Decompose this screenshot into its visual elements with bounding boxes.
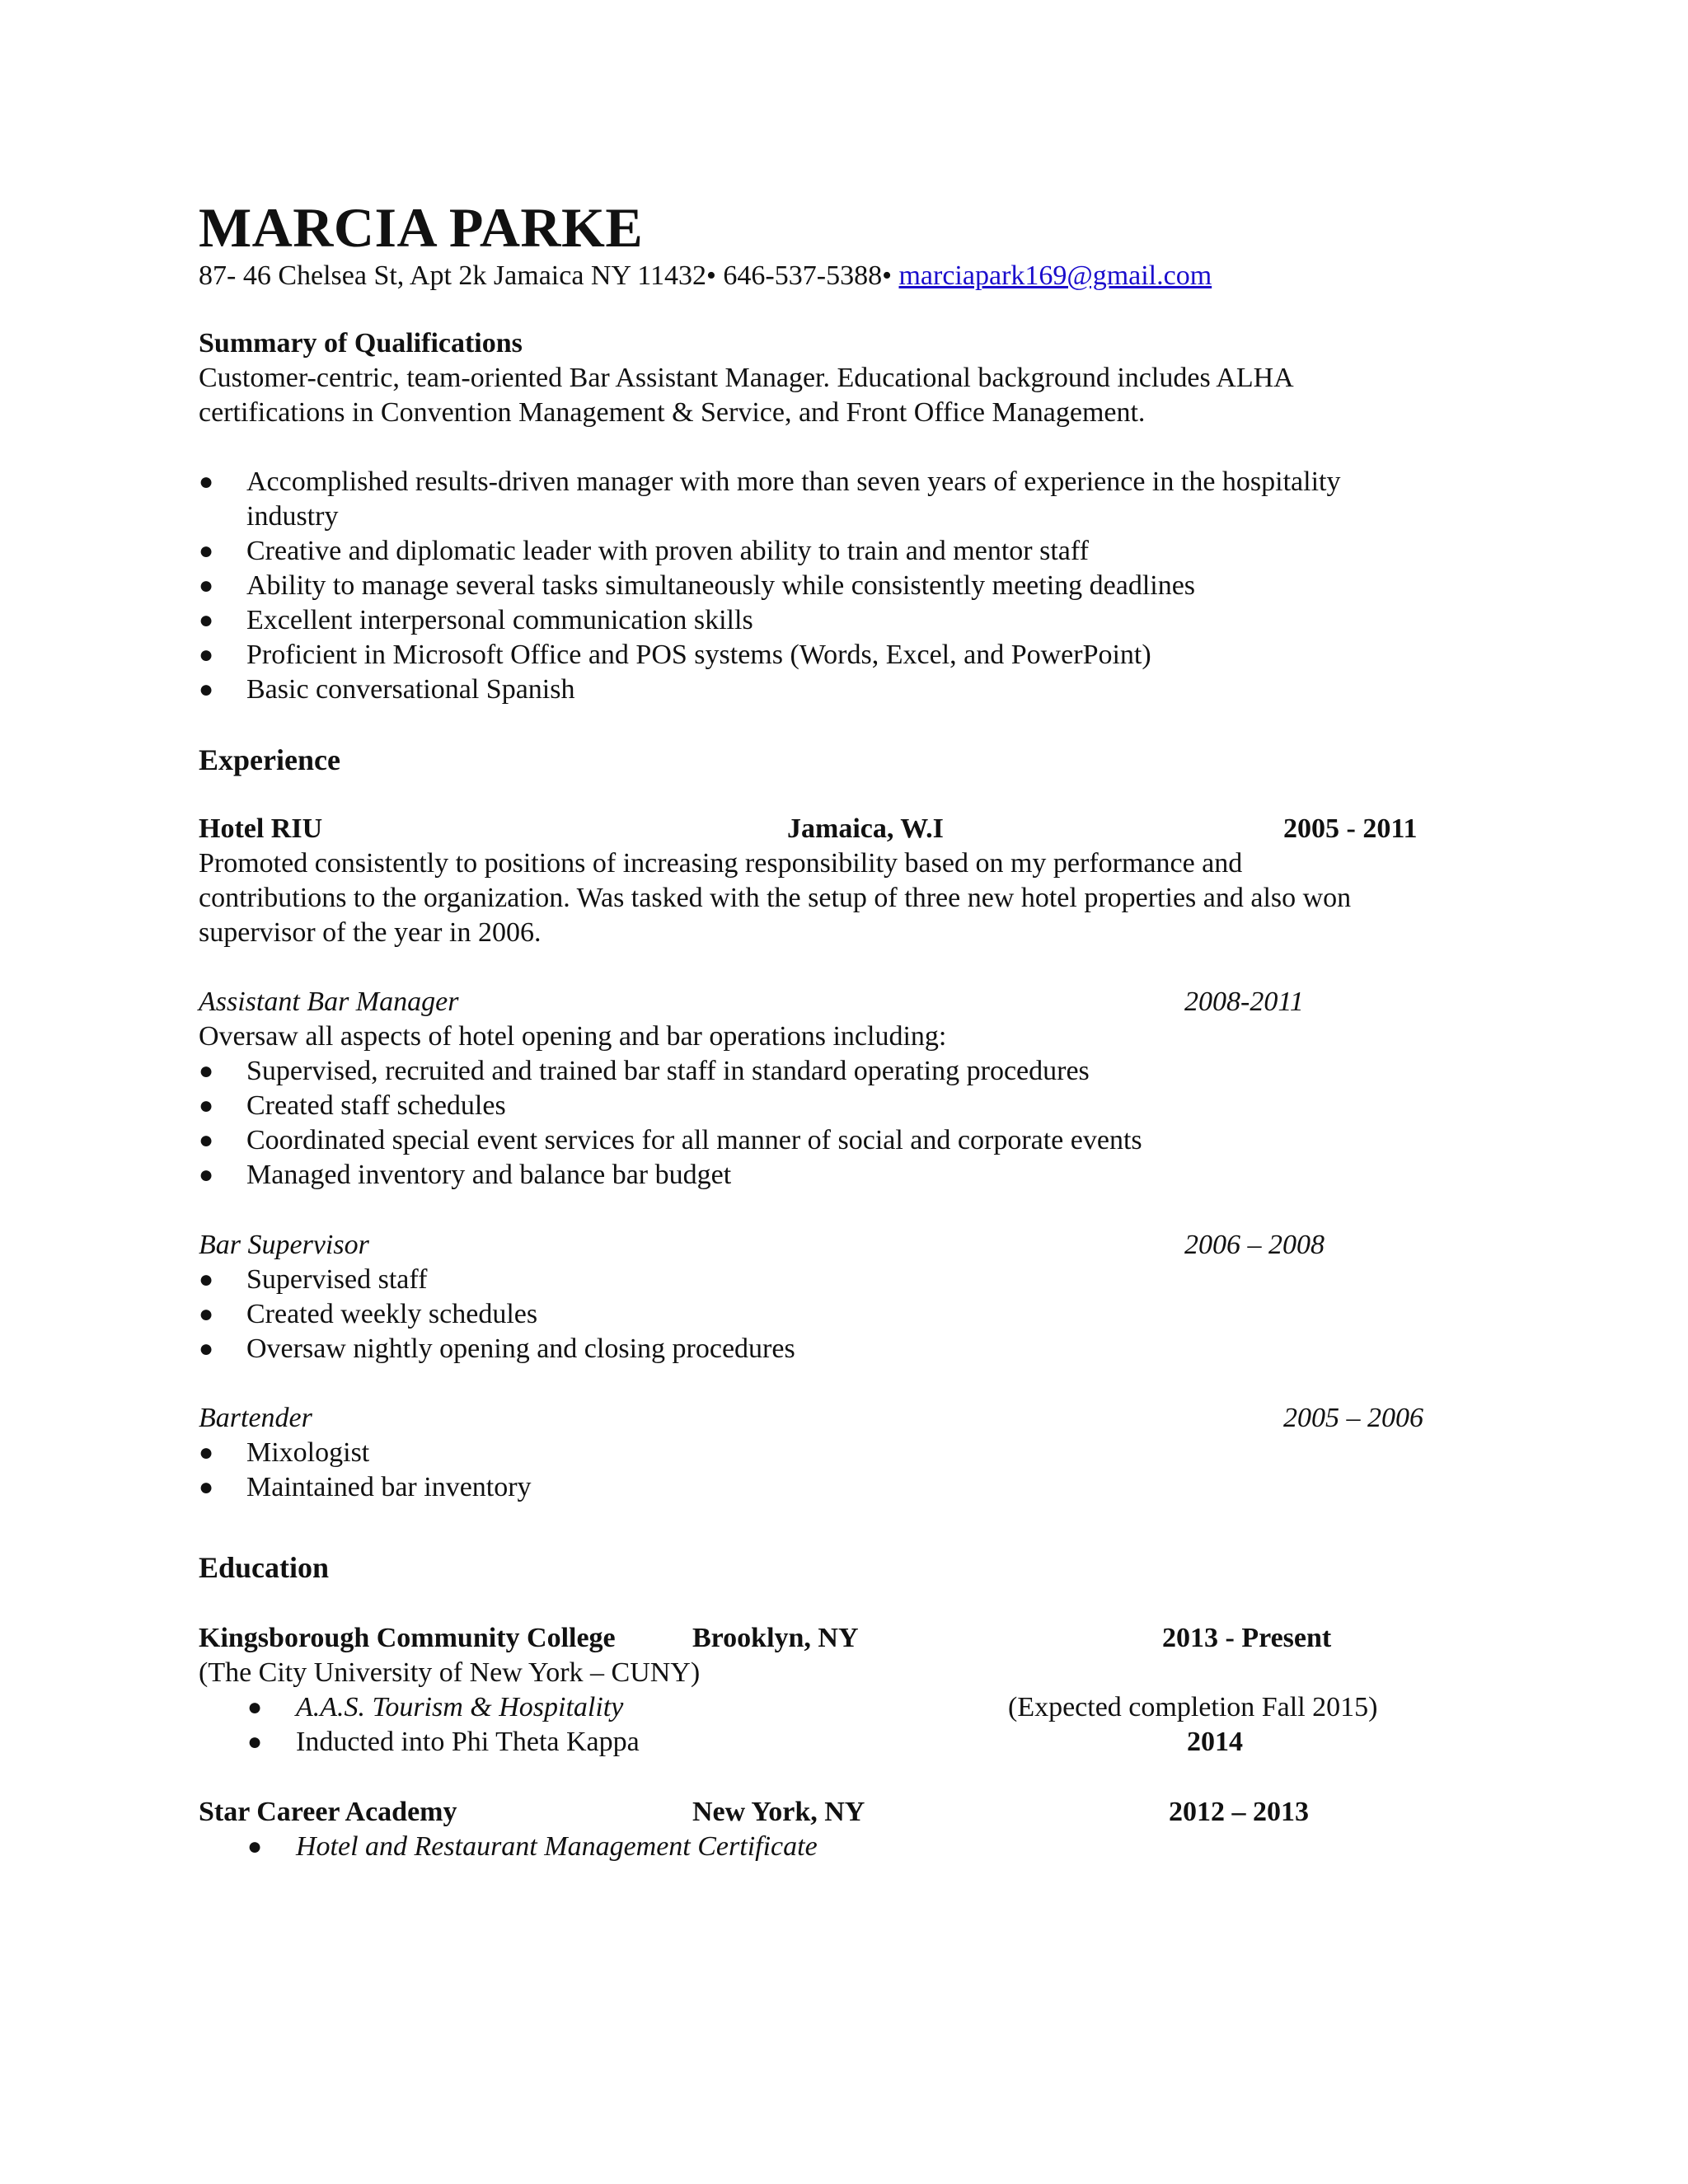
role-dates: 2005 – 2006 [1283,1403,1423,1433]
bullet-marker: ● [199,1161,214,1188]
list-item: Accomplished results-driven manager with more than seven years of experience in the hospitality [246,466,1341,497]
list-item: Supervised staff [246,1264,428,1295]
separator: • [706,260,716,291]
list-item: Coordinated special event services for all manner of social and corporate events [246,1125,1142,1155]
experience-heading: Experience [199,743,340,776]
employer-name: Hotel RIU [199,813,323,844]
bullet-marker: ● [199,1127,214,1154]
school-name: Star Career Academy [199,1797,457,1827]
bullet-marker: ● [199,641,214,668]
role-dates: 2006 – 2008 [1184,1230,1325,1260]
bullet-marker: ● [199,607,214,634]
bullet-marker: ● [199,572,214,599]
separator: • [882,260,892,291]
list-item: Oversaw nightly opening and closing procedures [246,1333,795,1364]
school-dates: 2012 – 2013 [1169,1797,1309,1827]
bullet-marker: ● [199,1335,214,1362]
bullet-marker: ● [199,1474,214,1501]
list-item: Maintained bar inventory [246,1472,532,1502]
bullet-marker: ● [199,1266,214,1293]
certificate: Hotel and Restaurant Management Certificate [296,1831,818,1862]
employer-description-line: contributions to the organization. Was tasked with the setup of three new hotel properties and also won [199,883,1352,913]
honor: Inducted into Phi Theta Kappa [296,1727,640,1757]
school-location: Brooklyn, NY [692,1623,859,1653]
employment-dates: 2005 - 2011 [1283,813,1418,844]
list-item: Proficient in Microsoft Office and POS systems (Words, Excel, and PowerPoint) [246,640,1151,670]
list-item: Created weekly schedules [246,1299,538,1329]
role-dates: 2008-2011 [1184,987,1304,1017]
summary-text-line: certifications in Convention Management & Service, and Front Office Management. [199,397,1146,428]
bullet-marker: ● [199,676,214,703]
employer-location: Jamaica, W.I [787,813,944,844]
list-item: Excellent interpersonal communication skills [246,605,753,635]
list-item: Mixologist [246,1437,370,1468]
bullet-marker: ● [199,537,214,565]
list-item: industry [246,501,339,532]
role-intro: Oversaw all aspects of hotel opening and bar operations including: [199,1021,947,1052]
list-item: Creative and diplomatic leader with proven ability to train and mentor staff [246,536,1089,566]
list-item: Managed inventory and balance bar budget [246,1160,732,1190]
school-dates: 2013 - Present [1162,1623,1332,1653]
summary-text-line: Customer-centric, team-oriented Bar Assistant Manager. Educational background includes ALHA [199,363,1294,393]
address: 87- 46 Chelsea St, Apt 2k Jamaica NY 11432 [199,260,707,291]
list-item: Basic conversational Spanish [246,674,575,705]
degree-note: (Expected completion Fall 2015) [1008,1692,1378,1722]
bullet-marker: ● [199,1057,214,1085]
degree: A.A.S. Tourism & Hospitality [296,1692,624,1722]
role-title: Bartender [199,1403,312,1433]
list-item: Supervised, recruited and trained bar staff in standard operating procedures [246,1056,1090,1086]
phone: 646-537-5388 [723,260,883,291]
role-title: Bar Supervisor [199,1230,369,1260]
summary-heading: Summary of Qualifications [199,328,523,359]
education-heading: Education [199,1551,330,1584]
bullet-marker: ● [199,468,214,495]
bullet-marker: ● [199,1301,214,1328]
list-item: Ability to manage several tasks simultaneously while consistently meeting deadlines [246,570,1196,601]
employer-description-line: Promoted consistently to positions of increasing responsibility based on my performance and [199,848,1243,879]
bullet-marker: ● [247,1833,263,1860]
bullet-marker: ● [199,1439,214,1466]
role-title: Assistant Bar Manager [199,987,459,1017]
employer-description-line: supervisor of the year in 2006. [199,917,542,948]
email-link[interactable]: marciapark169@gmail.com [898,260,1212,291]
bullet-marker: ● [199,1092,214,1119]
contact-line [199,259,1212,293]
bullet-marker: ● [247,1728,263,1755]
honor-year: 2014 [1187,1727,1243,1757]
school-subtitle: (The City University of New York – CUNY) [199,1657,701,1688]
candidate-name: MARCIA PARKE [199,196,644,259]
bullet-marker: ● [247,1694,263,1721]
school-name: Kingsborough Community College [199,1623,616,1653]
school-location: New York, NY [692,1797,865,1827]
list-item: Created staff schedules [246,1090,506,1121]
